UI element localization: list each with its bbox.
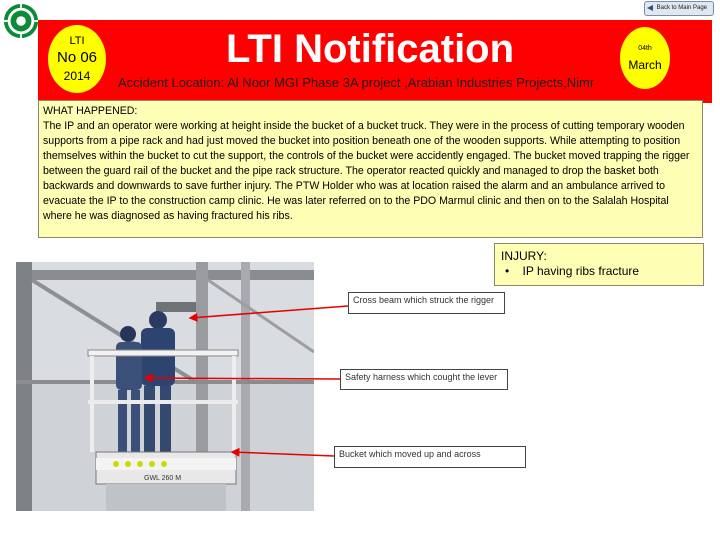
accident-location: Accident Location: Al Noor MGI Phase 3A project ,Arabian Industries Projects,Nimr	[118, 75, 595, 90]
callout-safety-harness: Safety harness which cought the lever	[340, 369, 508, 390]
what-happened-heading: WHAT HAPPENED:	[43, 105, 138, 117]
lti-number-badge	[48, 25, 106, 93]
back-arrow-icon	[647, 5, 653, 11]
injury-bullet: • IP having ribs fracture	[505, 264, 640, 278]
badge-lti-label: LTI	[69, 35, 85, 47]
date-badge	[620, 27, 670, 89]
page-title: LTI Notification	[225, 27, 515, 71]
bucket-label: GWL 260 M	[144, 475, 182, 482]
injury-heading: INJURY:	[501, 249, 547, 263]
badge-date-month: March	[628, 58, 662, 72]
what-happened-box	[38, 100, 703, 238]
callout-bucket: Bucket which moved up and across	[334, 446, 526, 468]
back-to-main-page-button[interactable]	[644, 1, 714, 16]
back-button-label: Back to Main Page	[656, 5, 707, 11]
company-logo	[2, 2, 40, 40]
badge-date-day: 04th	[638, 45, 652, 52]
badge-lti-number: No 06	[56, 49, 98, 66]
injury-ip: IP	[522, 264, 534, 278]
injury-box	[494, 243, 704, 286]
what-happened-text: The IP and an operator were working at height inside the bucket of a bucket truck. They were in the process of cutting temporary wooden supports from a pipe rack and had just moved the bucket into position beneath one of the wooden supports. While attempting to position themselves within the bucket to cut the support, the controls of the bucket were accidently engaged. The bucket moved trapping the rigger between the guard rail of the bucket and the pipe rack structure. The operator reacted quickly and managed to drop the basket both backwards and downwards to save further injury. The PTW Holder who was at location raised the alarm and an ambulance arrived to evacuate the IP to the construction camp clinic. He was later referred on to the PDO Marmul clinic and then on to the Salalah Hospital where he was diagnosed as having fractured his ribs.	[43, 120, 690, 222]
callout-cross-beam: Cross beam which struck the rigger	[348, 292, 505, 314]
badge-lti-year: 2014	[63, 69, 91, 83]
incident-photo	[16, 262, 314, 511]
injury-description: having ribs fracture	[533, 264, 640, 278]
incident-photo-drawing	[16, 262, 314, 511]
